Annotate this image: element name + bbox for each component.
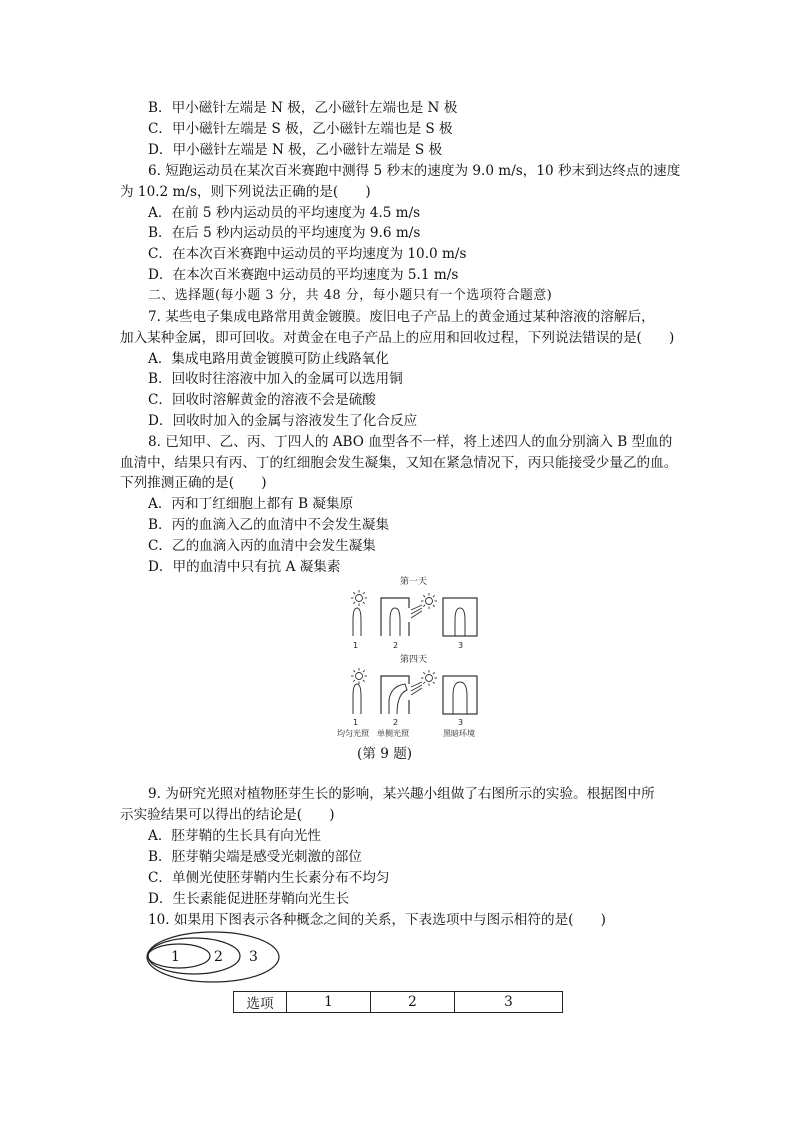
q8-option-b: B．丙的血滴入乙的血清中不会发生凝集 bbox=[148, 517, 390, 533]
box-2-day1 bbox=[381, 598, 409, 636]
day1-number-2: 2 bbox=[393, 641, 399, 650]
q8-option-d: D．甲的血清中只有抗 A 凝集素 bbox=[148, 559, 341, 575]
condition-uniform-light: 均匀光照 bbox=[337, 729, 369, 738]
sun-icon bbox=[351, 590, 367, 606]
seedling-1-day4 bbox=[353, 684, 361, 714]
seedling-1-day1 bbox=[353, 608, 361, 636]
q9-option-c: C．单侧光使胚芽鞘内生长素分布不均匀 bbox=[148, 870, 390, 886]
section2-heading: 二、选择题(每小题 3 分，共 48 分，每小题只有一个选项符合题意) bbox=[148, 288, 553, 303]
day4-number-3: 3 bbox=[458, 718, 464, 727]
table-header-cell: 选项 bbox=[234, 992, 287, 1013]
q7-option-d: D．回收时加入的金属与溶液发生了化合反应 bbox=[148, 413, 418, 429]
concept-1-label: 1 bbox=[171, 949, 180, 965]
q6-option-c: C．在本次百米赛跑中运动员的平均速度为 10.0 m/s bbox=[148, 246, 467, 262]
q9-option-b: B．胚芽鞘尖端是感受光刺激的部位 bbox=[148, 849, 362, 865]
sun-icon bbox=[351, 668, 367, 684]
seedling-2-day1 bbox=[390, 608, 400, 636]
q5-option-d: D．甲小磁针左端是 N 极，乙小磁针左端是 S 极 bbox=[148, 142, 443, 158]
q7-option-b: B．回收时往溶液中加入的金属可以选用铜 bbox=[148, 371, 403, 387]
q7-stem-line1: 7. 某些电子集成电路常用黄金镀膜。废旧电子产品上的黄金通过某种溶液的溶解后， bbox=[148, 309, 655, 325]
side-sun-icon bbox=[411, 593, 437, 618]
day1-label: 第一天 bbox=[400, 577, 428, 587]
concept-3-label: 3 bbox=[249, 949, 258, 965]
q7-stem-line2: 加入某种金属，即可回收。对黄金在电子产品上的应用和回收过程，下列说法错误的是( ) bbox=[120, 330, 675, 346]
q6-option-b: B．在后 5 秒内运动员的平均速度为 9.6 m/s bbox=[148, 225, 421, 241]
q6-stem-line2: 为 10.2 m/s，则下列说法正确的是( ) bbox=[120, 184, 371, 200]
q5-option-b: B．甲小磁针左端是 N 极，乙小磁针左端也是 N 极 bbox=[148, 100, 458, 116]
side-sun-icon bbox=[411, 670, 437, 695]
q6-stem-line1: 6. 短跑运动员在某次百米赛跑中测得 5 秒末的速度为 9.0 m/s，10 秒末到达终点的速度 bbox=[148, 163, 681, 179]
seedling-3-day1 bbox=[455, 608, 465, 636]
q7-option-a: A．集成电路用黄金镀膜可防止线路氧化 bbox=[148, 351, 389, 367]
q9-option-d: D．生长素能促进胚芽鞘向光生长 bbox=[148, 891, 350, 907]
box-2-day4 bbox=[381, 676, 409, 714]
day4-number-1: 1 bbox=[353, 718, 359, 727]
day1-number-3: 3 bbox=[458, 641, 464, 650]
q8-stem-line1: 8. 已知甲、乙、丙、丁四人的 ABO 血型各不一样，将上述四人的血分别滴入 B 型血的 bbox=[148, 434, 673, 450]
q10-stem-line1: 10. 如果用下图表示各种概念之间的关系，下表选项中与图示相符的是( ) bbox=[148, 912, 606, 928]
q6-option-a: A．在前 5 秒内运动员的平均速度为 4.5 m/s bbox=[148, 205, 421, 221]
table-header-cell: 2 bbox=[371, 992, 455, 1013]
figure9-caption: (第 9 题) bbox=[357, 746, 413, 762]
q7-option-c: C．回收时溶解黄金的溶液不会是硫酸 bbox=[148, 392, 376, 408]
q8-option-c: C．乙的血滴入丙的血清中会发生凝集 bbox=[148, 538, 376, 554]
q9-stem-line2: 示实验结果可以得出的结论是( ) bbox=[120, 807, 335, 823]
concept-2-label: 2 bbox=[214, 949, 223, 965]
seedling-2-day4-bent bbox=[389, 684, 407, 714]
q8-stem-line2: 血清中，结果只有丙、丁的红细胞会发生凝集，又知在紧急情况下，丙只能接受少量乙的血。 bbox=[120, 455, 678, 471]
q9-stem-line1: 9. 为研究光照对植物胚芽生长的影响，某兴趣小组做了右图所示的实验。根据图中所 bbox=[148, 786, 655, 802]
q8-stem-line3: 下列推测正确的是( ) bbox=[120, 475, 267, 491]
q8-option-a: A．丙和丁红细胞上都有 B 凝集原 bbox=[148, 496, 354, 512]
q6-option-d: D．在本次百米赛跑中运动员的平均速度为 5.1 m/s bbox=[148, 267, 459, 283]
seedling-3-day4 bbox=[453, 682, 467, 714]
day4-label: 第四天 bbox=[400, 655, 428, 665]
q9-option-a: A．胚芽鞘的生长具有向光性 bbox=[148, 828, 321, 844]
box-3-day1 bbox=[443, 598, 477, 636]
table-header-cell: 1 bbox=[287, 992, 371, 1013]
day4-number-2: 2 bbox=[393, 718, 399, 727]
condition-side-light: 单侧光照 bbox=[377, 729, 409, 738]
condition-darkness: 黑暗环境 bbox=[443, 729, 475, 738]
nested-concept-diagram bbox=[146, 930, 286, 986]
day1-number-1: 1 bbox=[353, 641, 359, 650]
table-header-row bbox=[234, 992, 563, 1013]
concept-2-ellipse bbox=[148, 938, 240, 974]
table-header-cell: 3 bbox=[455, 992, 563, 1013]
q5-option-c: C．甲小磁针左端是 S 极，乙小磁针左端也是 S 极 bbox=[148, 121, 453, 137]
phototropism-figure bbox=[337, 574, 495, 740]
q10-options-table bbox=[233, 991, 563, 1013]
